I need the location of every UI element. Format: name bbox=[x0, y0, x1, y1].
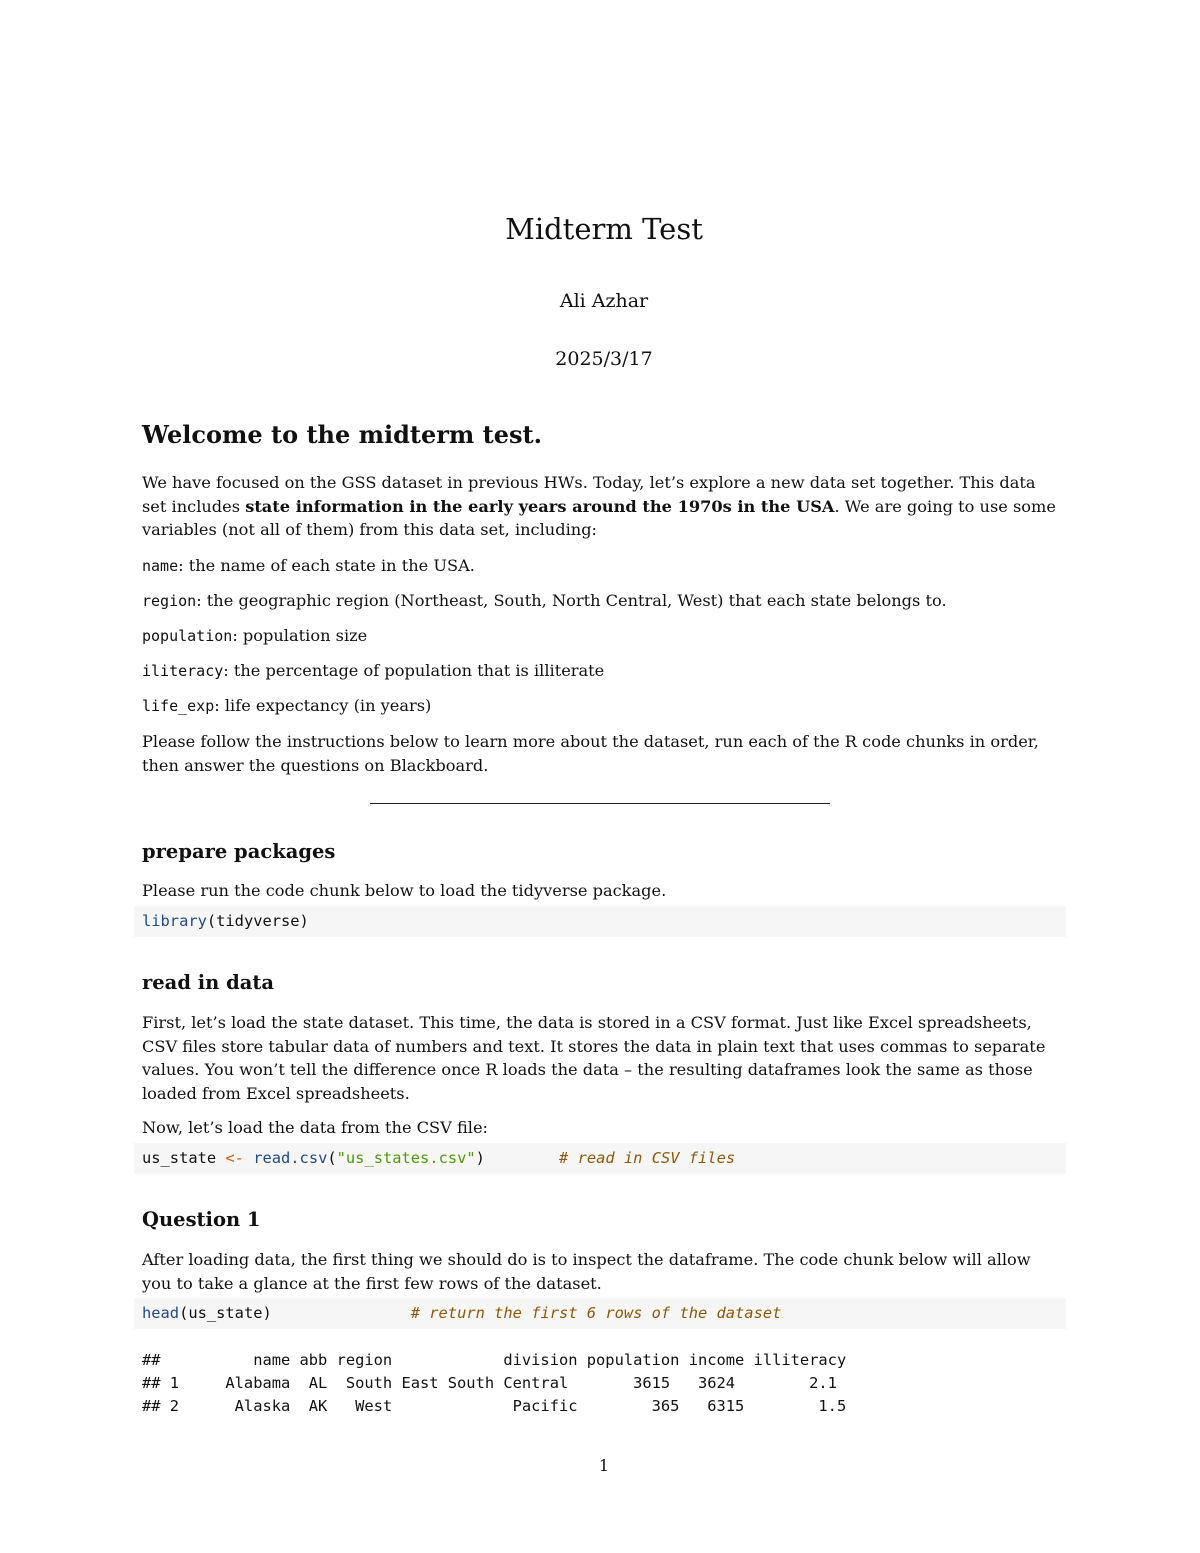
code-function: head bbox=[142, 1304, 180, 1322]
document-date: 2025/3/17 bbox=[555, 348, 653, 370]
code-chunk-head[interactable] bbox=[134, 1298, 1066, 1329]
variable-name: name bbox=[142, 557, 179, 575]
prepare-text: Please run the code chunk below to load the tidyverse package. bbox=[142, 881, 667, 900]
code-comment: # read in CSV files bbox=[559, 1149, 736, 1167]
variable-item bbox=[142, 694, 431, 718]
code-function: library bbox=[142, 912, 207, 930]
read-text-2: Now, let’s load the data from the CSV file: bbox=[142, 1118, 488, 1137]
welcome-heading: Welcome to the midterm test. bbox=[142, 420, 542, 449]
question-1-heading: Question 1 bbox=[142, 1208, 261, 1231]
horizontal-rule bbox=[370, 803, 830, 804]
welcome-intro bbox=[142, 471, 1062, 542]
question-1-text: After loading data, the first thing we should do is to inspect the dataframe. The code chunk below will allow you to take a glance at the first few rows of the dataset. bbox=[142, 1250, 1031, 1293]
variable-item bbox=[142, 589, 947, 613]
code-paren-close: ) bbox=[475, 1149, 560, 1167]
variable-item bbox=[142, 659, 604, 683]
code-operator: <- bbox=[225, 1149, 244, 1167]
page-number: 1 bbox=[598, 1456, 610, 1475]
intro-bold-text: state information in the early years around the 1970s in the USA bbox=[245, 496, 835, 516]
intro-text-1: We have focused on the GSS dataset in previous HWs. Today, let’s explore a new data set together. This data set includes bbox=[142, 473, 1036, 516]
code-chunk-library[interactable] bbox=[134, 906, 1066, 937]
variable-name: population bbox=[142, 627, 233, 645]
read-text: First, let’s load the state dataset. This time, the data is stored in a CSV format. Just like Excel spreadsheets, CSV files store tabular data of numbers and text. It stores the data in plain text that uses commas to separate values. You won’t tell the difference once R loads the data – the resulting dataframes look the same as those loaded from Excel spreadsheets. bbox=[142, 1013, 1046, 1103]
prepare-heading: prepare packages bbox=[142, 840, 336, 863]
variable-name: region bbox=[142, 592, 197, 610]
variable-item bbox=[142, 624, 367, 648]
code-function: read.csv bbox=[243, 1149, 328, 1167]
code-comment: # return the first 6 rows of the dataset bbox=[410, 1304, 782, 1322]
variable-desc: : life expectancy (in years) bbox=[214, 696, 432, 715]
document-title: Midterm Test bbox=[505, 212, 703, 246]
variable-item bbox=[142, 554, 475, 578]
document-author: Ali Azhar bbox=[559, 290, 649, 312]
variable-desc: : population size bbox=[232, 626, 368, 645]
variable-desc: : the percentage of population that is illiterate bbox=[223, 661, 605, 680]
variable-desc: : the geographic region (Northeast, South, North Central, West) that each state belongs to. bbox=[196, 591, 947, 610]
code-args: (tidyverse) bbox=[206, 912, 309, 930]
code-chunk-read-csv[interactable] bbox=[134, 1143, 1066, 1174]
code-string: "us_states.csv" bbox=[336, 1149, 476, 1167]
code-output-line: ## name abb region division population income illiteracy bbox=[142, 1351, 847, 1369]
code-paren-open: ( bbox=[327, 1149, 337, 1167]
variable-name: iliteracy bbox=[142, 662, 224, 680]
code-args: (us_state) bbox=[179, 1304, 411, 1322]
variable-desc: : the name of each state in the USA. bbox=[178, 556, 475, 575]
variable-name: life_exp bbox=[142, 697, 215, 715]
read-heading: read in data bbox=[142, 971, 275, 994]
intro-text-2: . We are going to use some variables (not all of them) from this data set, including: bbox=[142, 496, 1056, 539]
code-output-line: ## 1 Alabama AL South East South Central 3615 3624 2.1 bbox=[142, 1374, 837, 1392]
code-variable: us_state bbox=[142, 1149, 226, 1167]
instructions-text: Please follow the instructions below to learn more about the dataset, run each of the R code chunks in order, then answer the questions on Blackboard. bbox=[142, 732, 1039, 775]
code-output-line: ## 2 Alaska AK West Pacific 365 6315 1.5 bbox=[142, 1397, 847, 1415]
